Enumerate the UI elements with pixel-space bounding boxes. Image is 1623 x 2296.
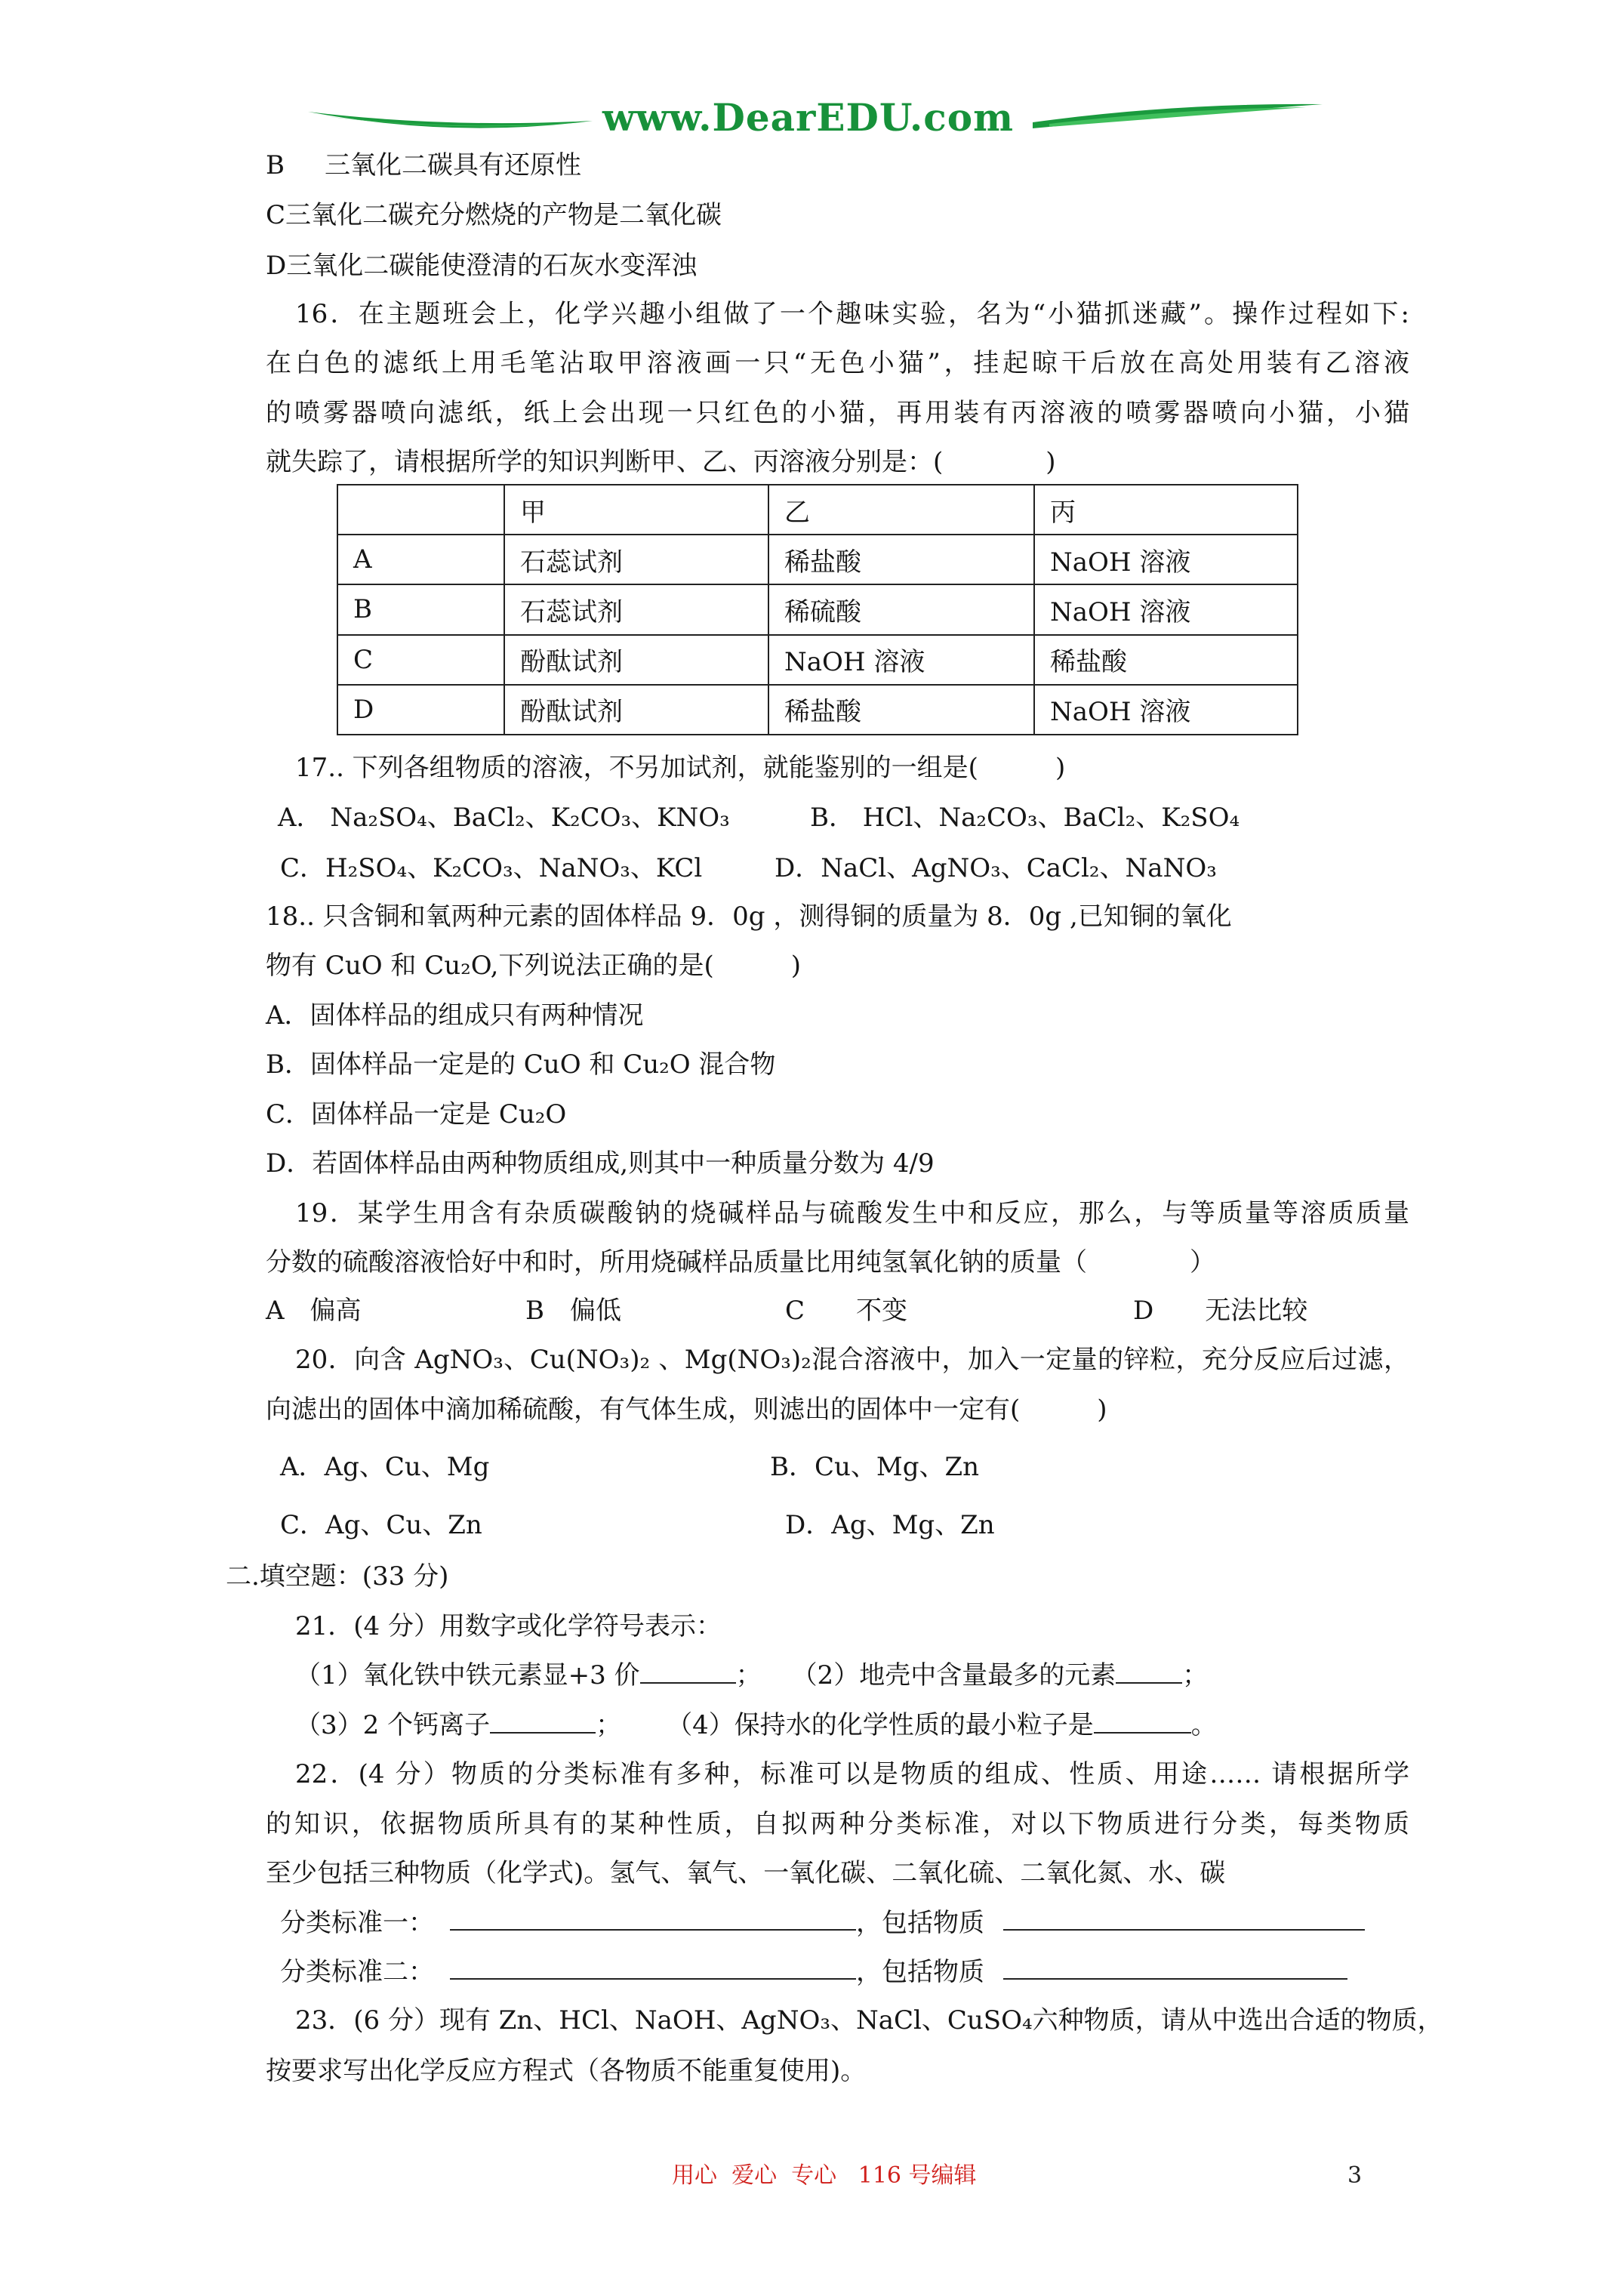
q16-options-table (337, 484, 1298, 735)
q21-part-2: （2）地壳中含量最多的元素 (791, 1660, 1116, 1690)
table-cell: A (337, 535, 504, 584)
q22-includes-label: ，包括物质 (856, 1908, 984, 1938)
table-cell: NaOH 溶液 (1034, 685, 1298, 735)
table-cell: C (337, 635, 504, 685)
table-header-row (337, 485, 1298, 535)
q20-option-b: B．Cu、Mg、Zn (770, 1452, 979, 1482)
q19-line-1: 19．某学生用含有杂质碳酸钠的烧碱样品与硫酸发生中和反应，那么，与等质量等溶质质量 (295, 1198, 1409, 1228)
q22-line-2: 的知识，依据物质所具有的某种性质，自拟两种分类标准，对以下物质进行分类，每类物质 (266, 1809, 1409, 1839)
q21-part-4: （4）保持水的化学性质的最小粒子是 (667, 1710, 1094, 1740)
footer-slogan: 用心 爱心 专心 116 号编辑 (672, 2162, 977, 2189)
table-cell: D (337, 685, 504, 735)
q18-line-1: 18.. 只含铜和氧两种元素的固体样品 9．0g ，测得铜的质量为 8．0g ,已知铜的氧化 (266, 901, 1232, 932)
site-logo: www.DearEDU.com (602, 95, 1014, 140)
q17-option-a: A． Na₂SO₄、BaCl₂、K₂CO₃、KNO₃ (278, 803, 730, 833)
table-cell: NaOH 溶液 (1034, 535, 1298, 584)
table-cell: B (337, 584, 504, 634)
answer-blank[interactable] (450, 1955, 856, 1980)
table-header-cell: 甲 (504, 485, 768, 535)
q20-option-d: D．Ag、Mg、Zn (785, 1510, 995, 1540)
table-cell: 石蕊试剂 (504, 584, 768, 634)
q16-line-2: 在白色的滤纸上用毛笔沾取甲溶液画一只“无色小猫”，挂起晾干后放在高处用装有乙溶液 (266, 348, 1409, 378)
table-header-cell (337, 485, 504, 535)
table-cell: 酚酞试剂 (504, 685, 768, 735)
q18-option-a: A．固体样品的组成只有两种情况 (266, 1000, 644, 1031)
table-cell: 稀硫酸 (768, 584, 1034, 634)
section-title: 二.填空题：(33 分) (226, 1561, 449, 1592)
q21-part-3: （3）2 个钙离子 (295, 1710, 491, 1740)
q15-option-d: D三氧化二碳能使澄清的石灰水变浑浊 (266, 251, 698, 281)
q22-standard-1-label: 分类标准一： (280, 1908, 434, 1938)
table-row (337, 584, 1298, 634)
answer-blank[interactable] (450, 1906, 856, 1931)
answer-blank[interactable] (490, 1709, 596, 1734)
table-row (337, 685, 1298, 735)
table-row (337, 635, 1298, 685)
answer-blank[interactable] (1094, 1709, 1191, 1734)
table-row (337, 535, 1298, 584)
q15-option-b-text: 三氧化二碳具有还原性 (325, 150, 581, 180)
answer-blank[interactable] (1003, 1955, 1347, 1980)
table-cell: 酚酞试剂 (504, 635, 768, 685)
q18-option-d: D．若固体样品由两种物质组成,则其中一种质量分数为 4/9 (266, 1148, 935, 1179)
q19-option-c: C 不变 (785, 1296, 908, 1326)
q21-line-1 (295, 1659, 1208, 1692)
q21-line-2 (295, 1709, 1217, 1742)
q18-option-b: B．固体样品一定是的 CuO 和 Cu₂O 混合物 (266, 1049, 776, 1080)
q16-line-1: 16．在主题班会上，化学兴趣小组做了一个趣味实验，名为“小猫抓迷藏”。操作过程如下: (295, 299, 1409, 329)
table-header-cell: 丙 (1034, 485, 1298, 535)
table-cell: 石蕊试剂 (504, 535, 768, 584)
q20-option-a: A．Ag、Cu、Mg (280, 1452, 490, 1482)
table-header-cell: 乙 (768, 485, 1034, 535)
q17-option-d: D．NaCl、AgNO₃、CaCl₂、NaNO₃ (775, 853, 1217, 883)
q17-stem: 17.. 下列各组物质的溶液，不另加试剂，就能鉴别的一组是( ) (295, 753, 1066, 783)
q20-line-1: 20．向含 AgNO₃、Cu(NO₃)₂ 、Mg(NO₃)₂混合溶液中，加入一定量的锌粒，充分反应后过滤， (295, 1345, 1409, 1375)
q22-line-3: 至少包括三种物质（化学式)。氢气、氧气、一氧化碳、二氧化硫、二氧化氮、水、碳 (266, 1858, 1226, 1888)
answer-blank[interactable] (1003, 1906, 1365, 1931)
q23-line-1: 23．(6 分）现有 Zn、HCl、NaOH、AgNO₃、NaCl、CuSO₄六种物质，请从中选出合适的物质， (295, 2005, 1443, 2036)
q21-part-1: （1）氧化铁中铁元素显+3 价 (295, 1660, 640, 1690)
q21-punct: ； (1182, 1660, 1209, 1690)
q19-option-a: A 偏高 (266, 1296, 362, 1326)
table-cell: NaOH 溶液 (768, 635, 1034, 685)
q18-option-c: C．固体样品一定是 Cu₂O (266, 1099, 567, 1130)
table-cell: NaOH 溶液 (1034, 584, 1298, 634)
answer-blank[interactable] (1116, 1660, 1182, 1684)
q20-option-c: C．Ag、Cu、Zn (280, 1510, 482, 1540)
q22-line-1: 22．(4 分）物质的分类标准有多种，标准可以是物质的组成、性质、用途…… 请根据所学 (295, 1759, 1409, 1789)
q17-option-b: B． HCl、Na₂CO₃、BaCl₂、K₂SO₄ (810, 803, 1240, 833)
q18-line-2: 物有 CuO 和 Cu₂O,下列说法正确的是( ) (266, 951, 801, 981)
table-cell: 稀盐酸 (768, 685, 1034, 735)
page-number: 3 (1347, 2162, 1363, 2189)
q21-punct: 。 (1190, 1710, 1217, 1740)
q19-line-2: 分数的硫酸溶液恰好中和时，所用烧碱样品质量比用纯氢氧化钠的质量（ ） (266, 1247, 1215, 1277)
q21-punct: ； (596, 1710, 622, 1740)
q22-standard-2-label: 分类标准二： (280, 1957, 434, 1987)
q16-line-3: 的喷雾器喷向滤纸，纸上会出现一只红色的小猫，再用装有丙溶液的喷雾器喷向小猫，小猫 (266, 398, 1409, 428)
q21-punct: ； (735, 1660, 762, 1690)
q17-option-c: C．H₂SO₄、K₂CO₃、NaNO₃、KCl (280, 853, 703, 883)
q16-line-4: 就失踪了，请根据所学的知识判断甲、乙、丙溶液分别是：( ) (266, 447, 1056, 477)
answer-blank[interactable] (640, 1660, 736, 1684)
q15-option-b-label: B (266, 150, 285, 180)
q23-line-2: 按要求写出化学反应方程式（各物质不能重复使用)。 (266, 2056, 867, 2086)
q19-option-d: D 无法比较 (1133, 1296, 1308, 1326)
q22-includes-label: ，包括物质 (856, 1957, 984, 1987)
table-cell: 稀盐酸 (768, 535, 1034, 584)
q19-option-b: B 偏低 (525, 1296, 621, 1326)
q15-option-c: C三氧化二碳充分燃烧的产物是二氧化碳 (266, 200, 722, 230)
q21-stem: 21．(4 分）用数字或化学符号表示： (295, 1611, 722, 1641)
q20-line-2: 向滤出的固体中滴加稀硫酸，有气体生成，则滤出的固体中一定有( ) (266, 1395, 1107, 1425)
table-cell: 稀盐酸 (1034, 635, 1298, 685)
